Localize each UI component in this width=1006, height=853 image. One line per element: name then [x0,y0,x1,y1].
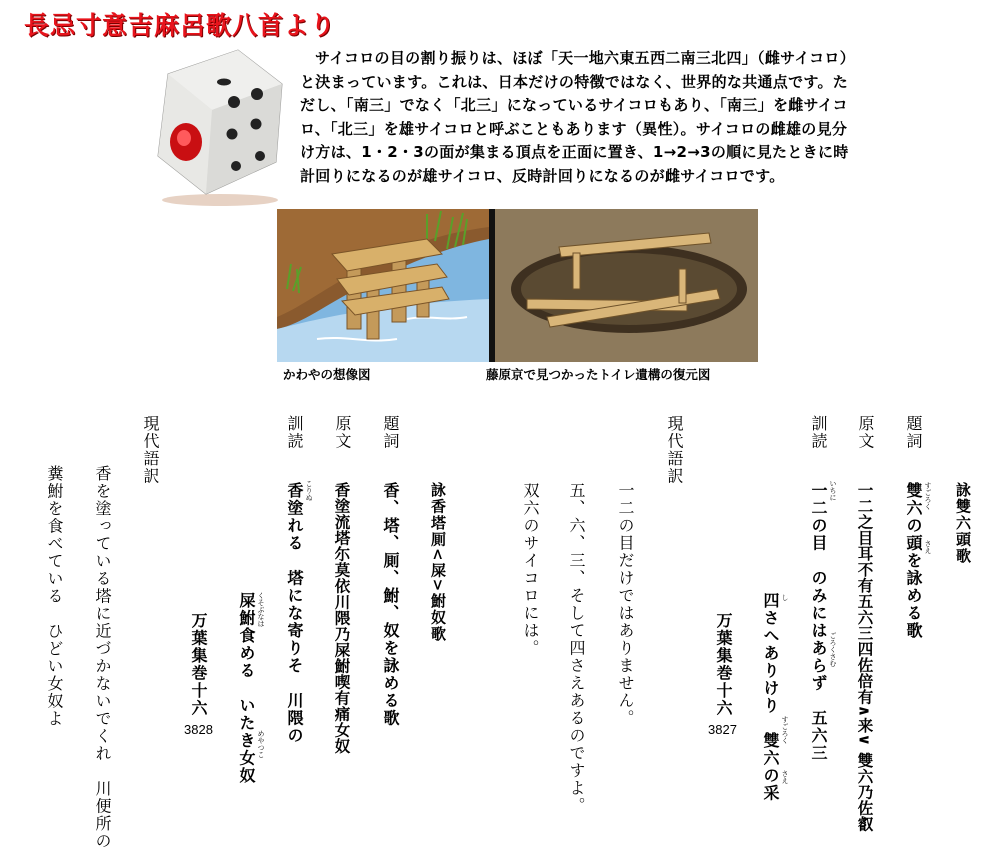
poem1-number: 3827 [708,722,737,737]
poem2-gendai1: 香を塗っている塔に近づかないでくれ 川便所の [93,465,112,850]
poem1-label-daishi: 題詞 [904,415,923,450]
poem1-title: 詠雙六頭歌 [954,482,972,565]
poem1-genbun: 一二之目耳不有五六三四佐倍有∧来∨ 雙六乃佐叡 [855,482,875,832]
poem1-kundoku1: 一二の目 のみにはあらず 五六三 [809,482,828,762]
poem1-gendai1: 一二の目だけではありません。 [616,482,635,727]
poem2-label-kundoku: 訓読 [285,415,304,450]
poem1-kundoku-ruby1: いちに [829,480,837,501]
poem1-daishi-ruby2: さえ [924,540,932,554]
poem2-kundoku2: 屎鮒食める いたき女奴 [237,592,256,785]
poem2-kundoku-ruby1: こりぬ [305,480,313,501]
poem1-label-genbun: 原文 [856,415,875,450]
poem1-daishi: 雙六の頭を詠める歌 [904,482,923,640]
poem1-kundoku2-ruby3: さえ [781,770,789,784]
dice-image [140,38,290,208]
poem1-kundoku2-ruby1: し [781,594,789,601]
left-figure-caption: かわやの想像図 [283,367,371,382]
poem1-kundoku-ruby2: ごろくさむ [829,632,837,667]
intro-paragraph: サイコロの目の割り振りは、ほぼ「天一地六東五西二南三北四」（雌サイコロ）と決まっています。これは、日本だけの特徴ではなく、世界的な共通点です。ただし、「南三」でなく「北三」になっているサイコロもあり、「南三」を雌サイコロ、「北三」を雄サイコロと呼ぶこともあります（異性）。サイコロの雌雄の見分け方は、1・2・3の面が集まる頂点を正面に置き、1→2→3の順に見たときに時計回りになるのが雄サイコロ、反時計回りになるのが雌サイコロです。 [300,49,856,185]
poem2-title: 詠香塔厠<屎>鮒奴歌 [429,482,447,643]
poem1-kundoku2-ruby2: すごろく [781,716,789,744]
poem1-kundoku2: 四さへありけり 雙六の采 [761,592,780,802]
poem2-kundoku2-ruby1: くそぶなは [257,592,265,627]
poem2-kundoku1: 香塗れる 塔にな寄りそ 川隈の [285,482,304,745]
poem1-source: 万葉集巻十六 [714,612,733,717]
illustration-panel [277,209,758,362]
poem2-label-gendai: 現代語訳 [141,415,160,485]
poem2-source: 万葉集巻十六 [189,612,208,717]
poem2-label-daishi: 題詞 [381,415,400,450]
poem1-gendai2: 五、六、三、そして四さえあるのですよ。 [567,482,586,815]
poem2-gendai2: 糞鮒を食べている ひどい女奴よ [45,465,64,728]
poem2-label-genbun: 原文 [333,415,352,450]
page-title: 長忌寸意吉麻呂歌八首より [24,11,337,40]
poem1-label-kundoku: 訓読 [809,415,828,450]
poem1-gendai3: 双六のサイコロには。 [521,482,540,657]
poem2-kundoku2-ruby2: めやつこ [257,730,265,758]
right-figure-caption: 藤原京で見つかったトイレ遺構の復元図 [486,367,711,382]
poem1-label-gendai: 現代語訳 [665,415,684,485]
poem1-daishi-ruby1: すごろく [924,482,932,510]
poem2-genbun: 香塗流塔尓莫依川隈乃屎鮒喫有痛女奴 [332,482,352,754]
poem2-daishi: 香、塔、厠、鮒、奴を詠める歌 [381,482,400,727]
poem2-number: 3828 [184,722,213,737]
